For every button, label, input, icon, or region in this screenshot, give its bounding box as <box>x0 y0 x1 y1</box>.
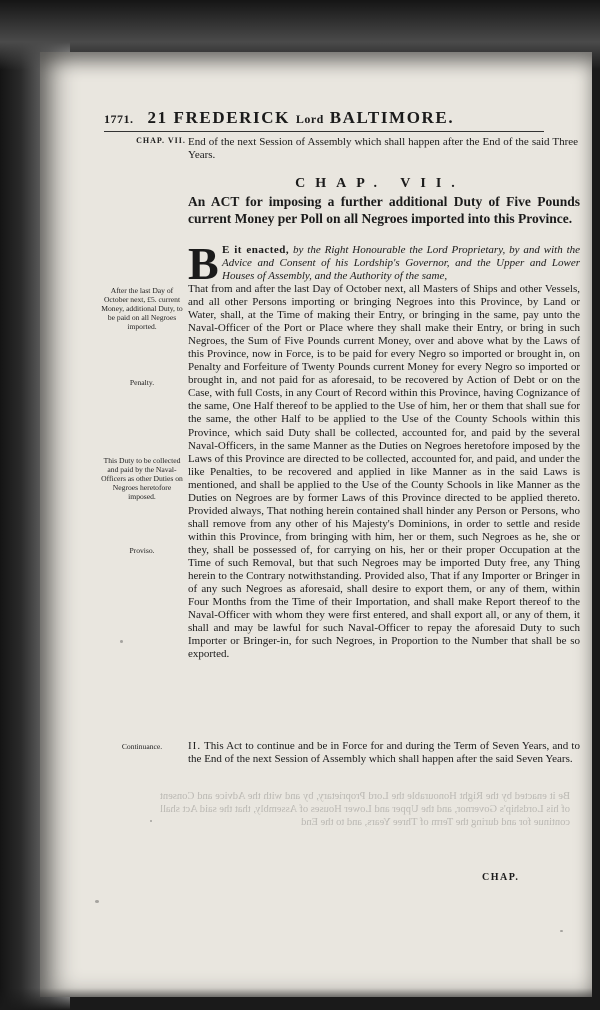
marginal-note-penalty: Penalty. <box>129 378 155 387</box>
scan-edge-bottom <box>0 988 600 1010</box>
running-head-title-end: BALTIMORE. <box>329 108 455 127</box>
marginal-note-schools: This Duty to be collected and paid by the Naval-Officers as other Duties on Negroes heretofore imposed. <box>101 456 183 501</box>
running-head-title <box>148 108 545 128</box>
marginal-note-duty: After the last Day of October next, £5. current Money, additional Duty, to be paid on all Negroes imported. <box>101 286 183 331</box>
paper-speck <box>95 900 99 903</box>
running-head-title-small: Lord <box>295 112 324 126</box>
section-two-text: This Act to continue and be in Force for and during the Term of Seven Years, and to the End of the next Session of Assembly which shall happen after the said Seven Years. <box>188 740 580 766</box>
marginal-note-continuance: Continuance. <box>121 742 163 751</box>
running-head-year: 1771. <box>104 112 134 126</box>
enacting-lead: E it enacted, <box>222 244 290 256</box>
section-one-text: That from and after the last Day of October next, all Masters of Ships and other Vessels, and all other Persons importing or bringing Negroes into this Province, by Land or Water, shall, at the Time of making their Entry, or bringing in the same, pay unto the Naval-Officer of the Port or Place where they shall make their Entry, or bring in such Negroes, the Sum of Five Pounds current Money, over and above what by the Laws of this Province, now in Force, is to be paid for every Negro so imported or brought in, on Penalty and Forfeiture of Twenty Pounds current Money for every Negro so imported or brought in, and not paid for as aforesaid, to be recovered by Action of Debt or on the Case, with full Costs, in any Court of Record within this Province, having Cognizance of the same, One Half thereof to be applied to the Use of him, her or them that shall sue for the same, the other Half to be applied to the Use of the County Schools within this Province, which said Duty shall be collected, accounted for, and paid by the several Naval-Officers, in the same Manner as the Duties on Negroes heretofore imposed by the Laws of this Province are directed to be collected, accounted for, and paid, and under the like Penalties, to be recovered and applied in like Manner as in the said Laws is mentioned, and shall be applied to the Use of the County Schools in like Manner as the Duties on Negroes are by former Laws of this Province directed to be applied thereto. Provided always, That nothing herein contained shall hinder any Person or Persons, who shall remove from any other of his Majesty's Dominions, in order to settle and reside within this Province, from bringing with him, her or them, such Negroes as he, she or they, shall be possessed of, for carrying on his, her or their proper Occupation at the Time of such Removal, but that such Negroes may be imported Duty free, any Thing herein to the Contrary notwithstanding. Provided also, That if any Importer or Bringer in of any such Negroes as aforesaid, shall desire to export them, or any of them, within Four Months from the Time of their Importation, and shall make Report thereof to the Naval-Officer with whom they were first entered, and shall export all, or any of them, it shall and may be lawful for such Naval-Officer to repay the aforesaid Duty to such Importer or Bringer-in, for such Negroes, in Proportion to the Number that shall be so exported. <box>188 283 580 661</box>
drop-cap: B <box>188 238 219 289</box>
bleed-through-text: Be it enacted by the Right Honourable the Lord Proprietary, by and with the Advice and Consent of his Lordship's Governor, and the Upper and Lower Houses of Assembly, that the said Act shall continue for and during the Term of Three Years, and to the End <box>160 791 570 828</box>
catchword: CHAP. <box>482 872 520 883</box>
previous-act-tail: End of the next Session of Assembly which shall happen after the End of the said Three Years. <box>188 136 578 162</box>
act-title: An ACT for imposing a further additional Duty of Five Pounds current Money per Poll on all Negroes imported into this Province. <box>188 194 580 226</box>
section-two-number: II. <box>188 740 202 752</box>
running-head-title-main: 21 FREDERICK <box>147 108 290 127</box>
chap-marginal-label: CHAP. VII. <box>136 136 186 145</box>
chapter-heading: CHAP. VII. <box>295 176 465 191</box>
enacting-clause <box>222 244 580 284</box>
paper-speck <box>150 820 152 822</box>
marginal-note-proviso: Proviso. <box>129 546 155 555</box>
running-head <box>104 108 544 128</box>
enacting-text: by the Right Honourable the Lord Proprietary, by and with the Advice and Consent of his Lordship's Governor, and the Upper and Lower Houses of Assembly, and the Authority of the same, <box>222 244 581 283</box>
paper-speck <box>120 640 123 643</box>
paper-speck <box>560 930 563 932</box>
section-two <box>188 740 580 766</box>
header-rule <box>104 131 544 132</box>
